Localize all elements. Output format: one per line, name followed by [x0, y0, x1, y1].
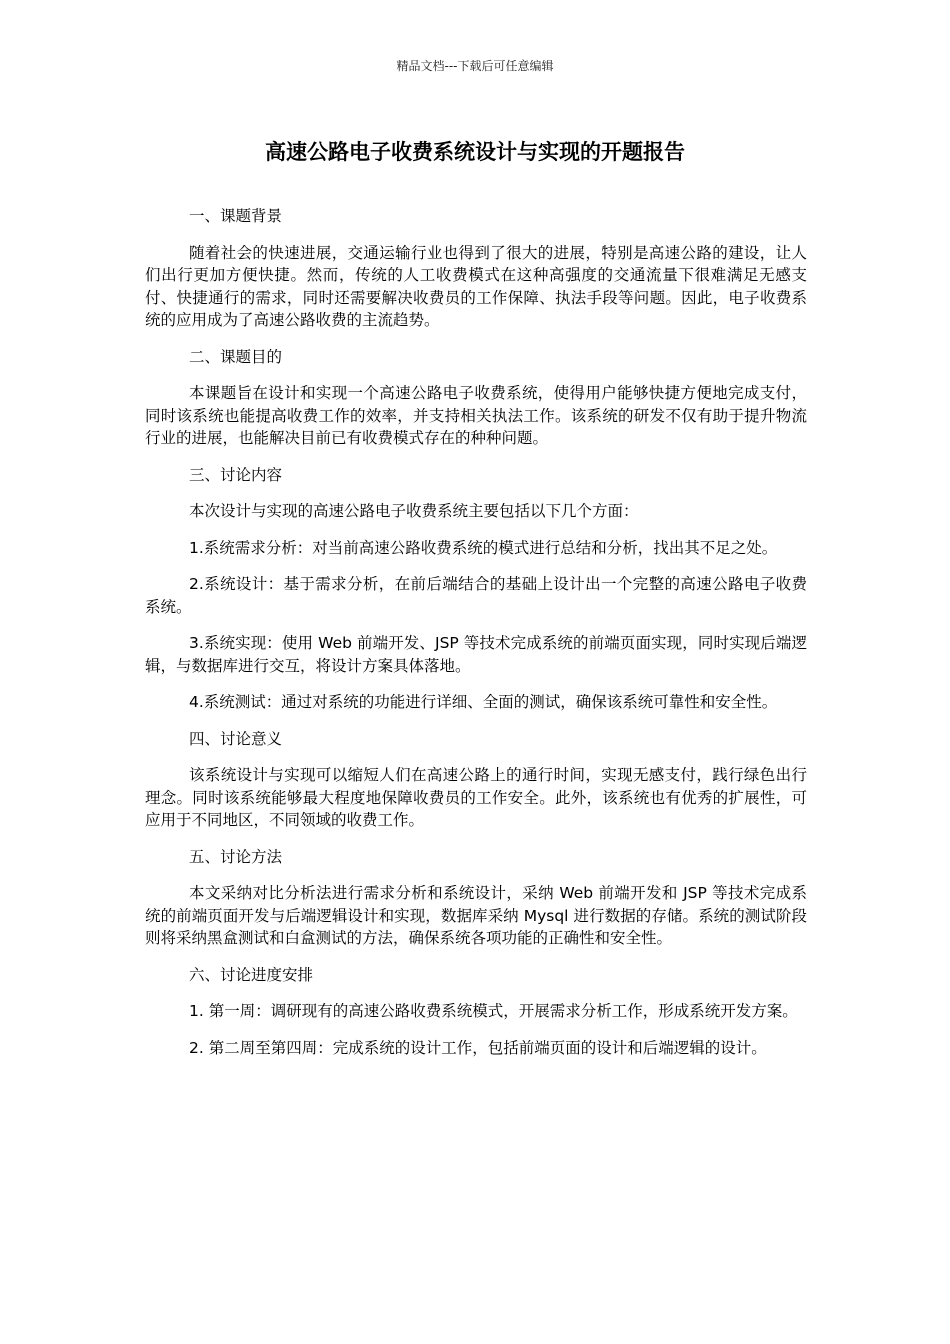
list-item-week2-4: 2. 第二周至第四周：完成系统的设计工作，包括前端页面的设计和后端逻辑的设计。 [189, 1038, 767, 1057]
header-note: 精品文档---下载后可任意编辑 [396, 59, 554, 73]
paragraph-method: 本文采纳对比分析法进行需求分析和系统设计，采纳 Web 前端开发和 JSP 等技术完成系统的前端页面开发与后端逻辑设计和实现，数据库采纳 Mysql 进行数据的存储。系统的测试阶段则将采纳黑盒测试和白盒测试的方法，确保系统各项功能的正确性和安全性。 [145, 884, 807, 947]
section-heading-content: 三、讨论内容 [189, 465, 283, 484]
paragraph-significance: 该系统设计与实现可以缩短人们在高速公路上的通行时间，实现无感支付，践行绿色出行理念。同时该系统能够最大程度地保障收费员的工作安全。此外，该系统也有优秀的扩展性，可应用于不同地区，不同领域的收费工作。 [145, 766, 807, 829]
paragraph-content-intro: 本次设计与实现的高速公路电子收费系统主要包括以下几个方面： [189, 502, 639, 520]
list-item-week1: 1. 第一周：调研现有的高速公路收费系统模式，开展需求分析工作，形成系统开发方案。 [189, 1002, 798, 1020]
paragraph-background: 随着社会的快速进展，交通运输行业也得到了很大的进展，特别是高速公路的建设，让人们出行更加方便快捷。然而，传统的人工收费模式在这种高强度的交通流量下很难满足无感支付、快捷通行的需求，同时还需要解决收费员的工作保障、执法手段等问题。因此，电子收费系统的应用成为了高速公路收费的主流趋势。 [145, 243, 807, 329]
list-item-design: 2.系统设计：基于需求分析，在前后端结合的基础上设计出一个完整的高速公路电子收费系统。 [145, 575, 807, 616]
page-title: 高速公路电子收费系统设计与实现的开题报告 [265, 140, 685, 164]
list-item-requirements: 1.系统需求分析：对当前高速公路收费系统的模式进行总结和分析，找出其不足之处。 [189, 538, 778, 557]
section-heading-schedule: 六、讨论进度安排 [189, 965, 314, 984]
section-heading-method: 五、讨论方法 [189, 847, 283, 866]
paragraph-purpose: 本课题旨在设计和实现一个高速公路电子收费系统，使得用户能够快捷方便地完成支付，同时该系统也能提高收费工作的效率，并支持相关执法工作。该系统的研发不仅有助于提升物流行业的进展，也能解决目前已有收费模式存在的种种问题。 [145, 384, 807, 447]
section-heading-significance: 四、讨论意义 [189, 729, 283, 748]
section-heading-background: 一、课题背景 [189, 207, 283, 225]
document-body [145, 205, 807, 1073]
section-heading-purpose: 二、课题目的 [189, 347, 283, 366]
list-item-implementation: 3.系统实现：使用 Web 前端开发、JSP 等技术完成系统的前端页面实现，同时实现后端逻辑，与数据库进行交互，将设计方案具体落地。 [145, 634, 807, 675]
list-item-testing: 4.系统测试：通过对系统的功能进行详细、全面的测试，确保该系统可靠性和安全性。 [189, 693, 778, 711]
